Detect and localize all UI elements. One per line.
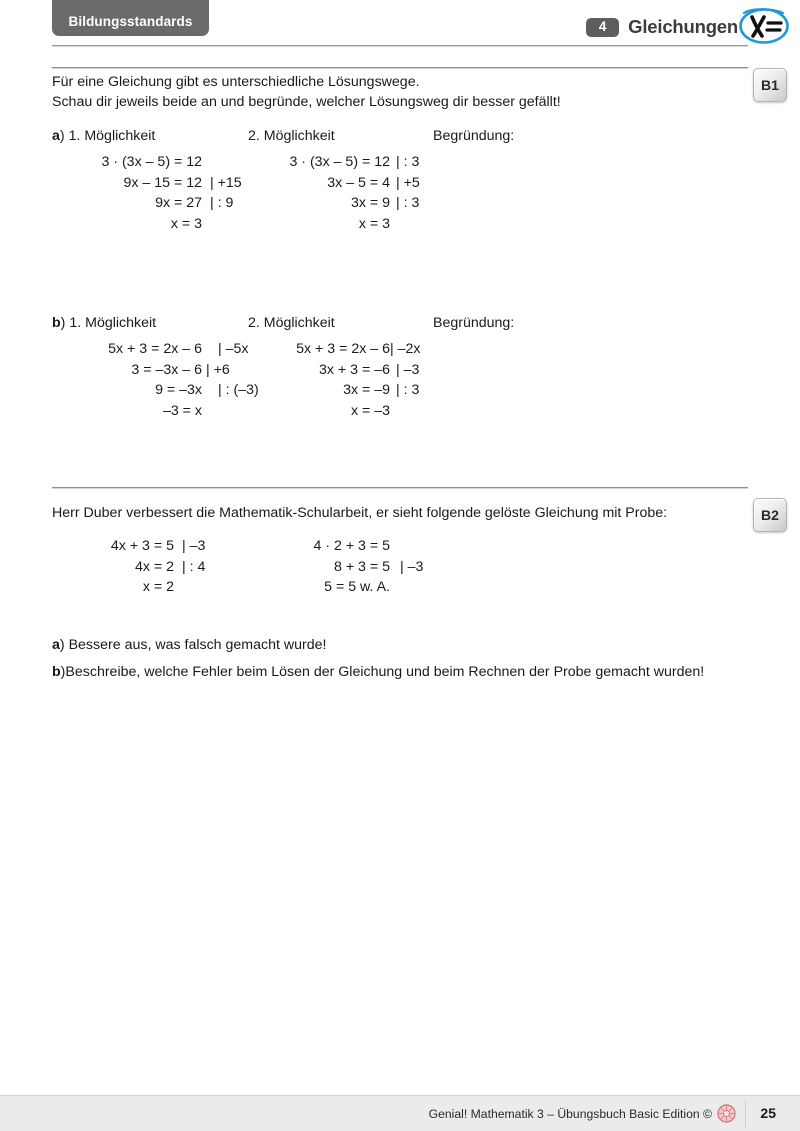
exercise-a bbox=[52, 128, 752, 236]
page-number: 25 bbox=[760, 1105, 776, 1121]
equation-row bbox=[52, 559, 752, 580]
equation-row bbox=[52, 195, 752, 216]
equation-text: x = –3 bbox=[350, 402, 390, 419]
equation-row bbox=[52, 382, 752, 403]
equation-hint: | +5 bbox=[396, 174, 420, 191]
equation-hint: | : 3 bbox=[396, 382, 420, 398]
equation-hint: | –3 bbox=[396, 361, 420, 378]
b2-question-a-label: a bbox=[52, 637, 60, 653]
page-header bbox=[0, 0, 800, 48]
equation-hint: | : 9 bbox=[210, 195, 234, 211]
equation-row bbox=[52, 216, 752, 237]
task-badge-b1: B1 bbox=[753, 68, 787, 102]
equation-text: 8 + 3 = 5 bbox=[333, 558, 390, 575]
chapter-title: Gleichungen bbox=[628, 16, 738, 37]
exercise-b-col2-title: 2. Möglichkeit bbox=[248, 315, 335, 331]
b2-check-column bbox=[52, 538, 752, 600]
b2-top-divider bbox=[52, 487, 748, 489]
exercise-a-label: a) 1. Möglichkeit bbox=[52, 128, 156, 144]
equation-hint: | –3 bbox=[182, 538, 206, 554]
x-equals-logo-icon bbox=[738, 6, 790, 46]
equation-text: x = 3 bbox=[358, 215, 390, 232]
exercise-a-equations-alt bbox=[52, 154, 752, 236]
exercise-a-col3-title: Begründung: bbox=[433, 128, 515, 144]
publisher-emblem-icon bbox=[717, 1104, 736, 1123]
exercise-a-col2-title: 2. Möglichkeit bbox=[248, 128, 335, 144]
equation-text: 9x – 15 = 12 bbox=[123, 174, 202, 191]
header-divider bbox=[52, 45, 748, 47]
b2-question-b-label: b bbox=[52, 664, 61, 680]
b2-question-b-text: Beschreibe, welche Fehler beim Lösen der Gleichung und beim Rechnen der Probe gemacht wurden! bbox=[65, 664, 705, 680]
equation-hint: | : (–3) bbox=[218, 382, 259, 398]
equation-hint: | –2x bbox=[390, 341, 421, 357]
equation-text: 5x + 3 = 2x – 6 bbox=[108, 341, 202, 357]
exercise-a-headings bbox=[52, 128, 752, 150]
equation-hint: | –3 bbox=[400, 558, 424, 575]
equation-hint: | +6 bbox=[206, 361, 230, 378]
chapter-number-badge: 4 bbox=[586, 18, 619, 37]
equation-hint: | –5x bbox=[218, 341, 249, 357]
b2-intro: Herr Duber verbessert die Mathematik-Schularbeit, er sieht folgende gelöste Gleichung mit Probe: bbox=[52, 505, 668, 521]
equation-text: –3 = x bbox=[162, 402, 202, 419]
exercise-b-equations-alt bbox=[52, 341, 752, 423]
equation-row bbox=[52, 579, 752, 600]
b2-worked-solution bbox=[52, 538, 752, 600]
equation-row bbox=[52, 154, 752, 175]
equation-hint: | : 3 bbox=[396, 154, 420, 170]
equation-text: 3x + 3 = –6 bbox=[319, 361, 390, 378]
exercise-b bbox=[52, 315, 752, 423]
exercise-b-label: b) 1. Möglichkeit bbox=[52, 315, 157, 331]
equation-text: 3 · (3x – 5) = 12 bbox=[289, 154, 390, 170]
equation-text: 3 · (3x – 5) = 12 bbox=[101, 154, 202, 170]
equation-hint: | : 4 bbox=[182, 558, 206, 575]
equation-text: 5x + 3 = 2x – 6 bbox=[296, 341, 390, 357]
equation-row bbox=[52, 341, 752, 362]
b1-top-divider bbox=[52, 67, 748, 69]
footer-separator bbox=[745, 1100, 746, 1128]
page-footer bbox=[0, 1095, 800, 1131]
equation-text: 4 · 2 + 3 = 5 bbox=[313, 538, 390, 554]
equation-row bbox=[52, 362, 752, 383]
equation-text: 9x = 27 bbox=[155, 195, 202, 211]
equation-row bbox=[52, 175, 752, 196]
equation-text: 3x = –9 bbox=[343, 382, 390, 398]
b2-question-a-text: Bessere aus, was falsch gemacht wurde! bbox=[68, 637, 327, 653]
chapter-indicator bbox=[586, 16, 738, 38]
task-badge-b2: B2 bbox=[753, 498, 787, 532]
bildungsstandards-tab-label: Bildungsstandards bbox=[68, 14, 193, 29]
equation-row bbox=[52, 538, 752, 559]
exercise-b-headings bbox=[52, 315, 752, 337]
equation-hint: | : 3 bbox=[396, 195, 420, 211]
exercise-b-col3-title: Begründung: bbox=[433, 315, 515, 331]
equation-text: 3 = –3x – 6 bbox=[131, 361, 202, 378]
equation-text: 4x = 2 bbox=[134, 558, 174, 575]
equation-text: x = 3 bbox=[170, 215, 202, 232]
equation-hint: | +15 bbox=[210, 174, 242, 191]
equation-text: 9 = –3x bbox=[155, 382, 202, 398]
b2-question-b: b)Beschreibe, welche Fehler beim Lösen der Gleichung und beim Rechnen der Probe gemacht wurden! bbox=[52, 664, 705, 680]
b2-question-a: a) Bessere aus, was falsch gemacht wurde! bbox=[52, 637, 327, 653]
b1-intro-line1: Für eine Gleichung gibt es unterschiedliche Lösungswege. bbox=[52, 74, 420, 90]
equation-text: x = 2 bbox=[142, 579, 174, 595]
bildungsstandards-tab bbox=[52, 0, 209, 36]
equation-text: 3x – 5 = 4 bbox=[327, 174, 390, 191]
equation-text: 5 = 5 w. A. bbox=[324, 579, 390, 595]
equation-row bbox=[52, 403, 752, 424]
equation-text: 3x = 9 bbox=[350, 195, 390, 211]
b1-intro-line2: Schau dir jeweils beide an und begründe, welcher Lösungsweg dir besser gefällt! bbox=[52, 94, 561, 110]
equation-text: 4x + 3 = 5 bbox=[110, 538, 174, 554]
footer-credit: Genial! Mathematik 3 – Übungsbuch Basic Edition © bbox=[428, 1107, 712, 1121]
